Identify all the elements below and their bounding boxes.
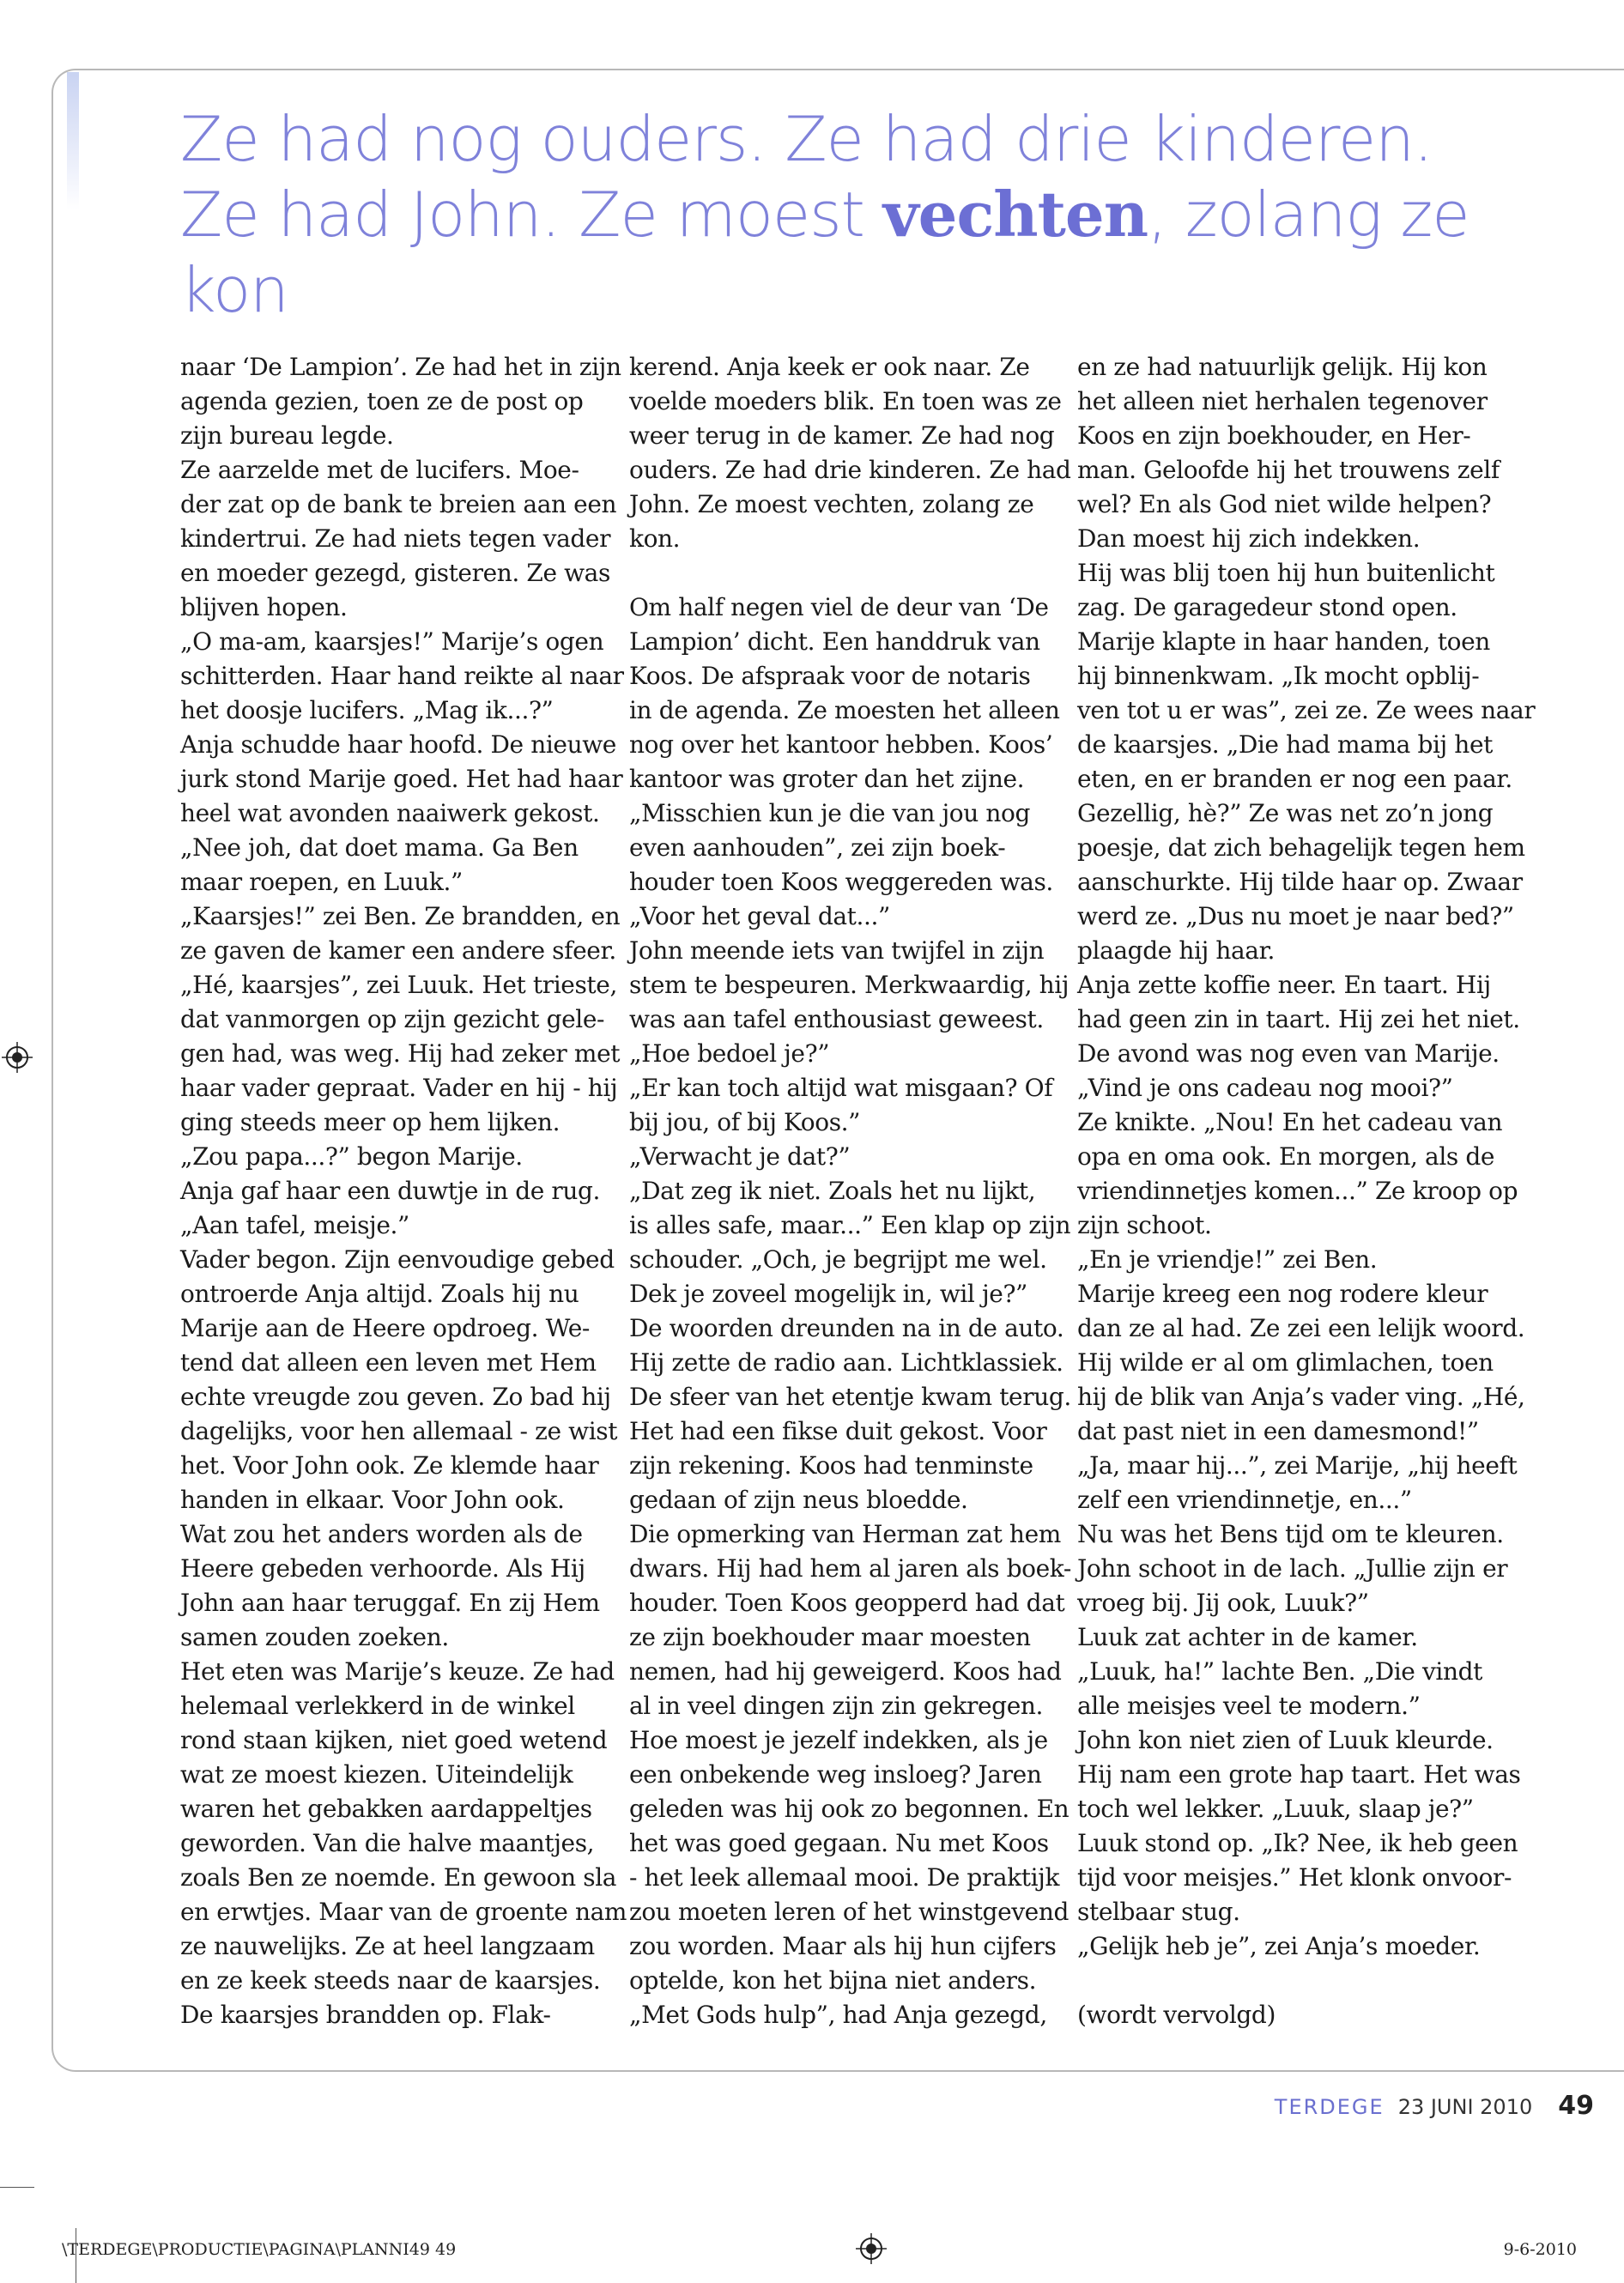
text-line: Ze knikte. „Nou! En het cadeau van [1077, 1108, 1503, 1136]
text-column-2 [629, 350, 1071, 2032]
text-line: De avond was nog even van Marije. [1077, 1039, 1500, 1068]
pull-quote-headline [180, 101, 1519, 328]
text-line: dat past niet in een damesmond!” [1077, 1417, 1479, 1445]
text-line: Anja schudde haar hoofd. De nieuwe [180, 730, 616, 759]
text-line: John. Ze moest vechten, zolang ze [629, 490, 1034, 518]
text-line: kindertrui. Ze had niets tegen vader [180, 524, 611, 553]
text-line: werd ze. „Dus nu moet je naar bed?” [1077, 902, 1514, 930]
text-line: stelbaar stug. [1077, 1898, 1240, 1926]
text-line: ouders. Ze had drie kinderen. Ze had [629, 456, 1071, 484]
text-line: gen had, was weg. Hij had zeker met [180, 1039, 621, 1068]
text-line: Luuk stond op. „Ik? Nee, ik heb geen [1077, 1829, 1518, 1857]
text-line: Anja gaf haar een duwtje in de rug. [180, 1177, 601, 1205]
text-line: heel wat avonden naaiwerk gekost. [180, 799, 600, 827]
text-line: schouder. „Och, je begrijpt me wel. [629, 1245, 1047, 1274]
text-line: hij binnenkwam. „Ik mocht opblij- [1077, 662, 1480, 690]
text-line: man. Geloofde hij het trouwens zelf [1077, 456, 1500, 484]
text-line: is alles safe, maar...” Een klap op zijn [629, 1211, 1071, 1239]
text-line: Anja zette koffie neer. En taart. Hij [1077, 971, 1491, 999]
headline-part-1: Ze had nog ouders. Ze had drie kinderen. Ze had John. Ze moest [180, 103, 1433, 251]
text-line: de kaarsjes. „Die had mama bij het [1077, 730, 1493, 759]
text-line: maar roepen, en Luuk.” [180, 868, 463, 896]
spine-gradient-mark [67, 72, 79, 209]
text-line: ven tot u er was”, zei ze. Ze wees naar [1077, 696, 1536, 724]
text-line: Dan moest hij zich indekken. [1077, 524, 1421, 553]
text-line: houder toen Koos weggereden was. [629, 868, 1053, 896]
text-column-3 [1077, 350, 1536, 2032]
text-line: alle meisjes veel te modern.” [1077, 1692, 1421, 1720]
text-line: en moeder gezegd, gisteren. Ze was [180, 559, 610, 587]
text-line: John aan haar teruggaf. En zij Hem [180, 1589, 600, 1617]
text-line: Gezellig, hè?” Ze was net zo’n jong [1077, 799, 1494, 827]
text-line: kerend. Anja keek er ook naar. Ze [629, 353, 1030, 381]
text-line [1077, 1964, 1506, 1998]
text-line: kon. [629, 524, 681, 553]
text-line: - het leek allemaal mooi. De praktijk [629, 1863, 1060, 1892]
text-line: zijn schoot. [1077, 1211, 1212, 1239]
text-line: rond staan kijken, niet goed wetend [180, 1726, 608, 1754]
text-line: handen in elkaar. Voor John ook. [180, 1486, 565, 1514]
text-line: optelde, kon het bijna niet anders. [629, 1966, 1037, 1995]
text-line: John meende iets van twijfel in zijn [629, 936, 1045, 965]
text-line: poesje, dat zich behagelijk tegen hem [1077, 833, 1525, 862]
text-line: Dek je zoveel mogelijk in, wil je?” [629, 1280, 1027, 1308]
crop-mark [0, 2187, 34, 2188]
text-line: Vader begon. Zijn eenvoudige gebed [180, 1245, 615, 1274]
text-line: ze zijn boekhouder maar moesten [629, 1623, 1031, 1651]
magazine-name: TERDEGE [1274, 2095, 1385, 2119]
text-line: het alleen niet herhalen tegenover [1077, 387, 1488, 415]
text-line: Hij zette de radio aan. Lichtklassiek. [629, 1348, 1063, 1377]
text-line: „Gelijk heb je”, zei Anja’s moeder. [1077, 1932, 1481, 1960]
text-line: kantoor was groter dan het zijne. [629, 765, 1025, 793]
text-line: Om half negen viel de deur van ‘De [629, 593, 1049, 621]
text-line: geleden was hij ook zo begonnen. En [629, 1795, 1070, 1823]
text-line: nemen, had hij geweigerd. Koos had [629, 1657, 1062, 1686]
text-line: samen zouden zoeken. [180, 1623, 449, 1651]
text-line: dagelijks, voor hen allemaal - ze wist [180, 1417, 618, 1445]
text-line: „Hé, kaarsjes”, zei Luuk. Het trieste, [180, 971, 617, 999]
print-slug-date: 9-6-2010 [1503, 2240, 1577, 2259]
text-line: helemaal verlekkerd in de winkel [180, 1692, 575, 1720]
text-line: in de agenda. Ze moesten het alleen [629, 696, 1060, 724]
text-line: Marije klapte in haar handen, toen [1077, 627, 1490, 656]
text-line: vriendinnetjes komen...” Ze kroop op [1077, 1177, 1518, 1205]
text-line: het doosje lucifers. „Mag ik...?” [180, 696, 554, 724]
text-line: waren het gebakken aardappeltjes [180, 1795, 592, 1823]
text-line: het. Voor John ook. Ze klemde haar [180, 1451, 599, 1480]
registration-mark-icon [2, 1042, 33, 1073]
text-line: Heere gebeden verhoorde. Als Hij [180, 1554, 585, 1583]
text-line: wel? En als God niet wilde helpen? [1077, 490, 1492, 518]
text-line: toch wel lekker. „Luuk, slaap je?” [1077, 1795, 1474, 1823]
text-line: had geen zin in taart. Hij zei het niet. [1077, 1005, 1520, 1033]
text-line: (wordt vervolgd) [1077, 2001, 1276, 2029]
text-line: Wat zou het anders worden als de [180, 1520, 583, 1548]
text-line: bij jou, of bij Koos.” [629, 1108, 861, 1136]
text-line: „Misschien kun je die van jou nog [629, 799, 1031, 827]
text-column-1 [180, 350, 627, 2032]
text-line: wat ze moest kiezen. Uiteindelijk [180, 1760, 573, 1789]
text-line: haar vader gepraat. Vader en hij - hij [180, 1074, 618, 1102]
text-line: Het eten was Marije’s keuze. Ze had [180, 1657, 615, 1686]
text-line: naar ‘De Lampion’. Ze had het in zijn [180, 353, 621, 381]
text-line: dat vanmorgen op zijn gezicht gele- [180, 1005, 605, 1033]
text-line: De woorden dreunden na in de auto. [629, 1314, 1064, 1342]
text-line: en erwtjes. Maar van de groente nam [180, 1898, 627, 1926]
text-line: „Voor het geval dat...” [629, 902, 890, 930]
text-line: plaagde hij haar. [1077, 936, 1275, 965]
text-line: „Nee joh, dat doet mama. Ga Ben [180, 833, 579, 862]
headline-part-2: , zolang ze kon [180, 179, 1469, 326]
text-line: „Kaarsjes!” zei Ben. Ze brandden, en [180, 902, 621, 930]
text-line: ging steeds meer op hem lijken. [180, 1108, 561, 1136]
text-line: blijven hopen. [180, 593, 348, 621]
text-line: eten, en er branden er nog een paar. [1077, 765, 1512, 793]
text-line: opa en oma ook. En morgen, als de [1077, 1142, 1495, 1171]
text-line: De kaarsjes brandden op. Flak- [180, 2001, 551, 2029]
text-line: zag. De garagedeur stond open. [1077, 593, 1457, 621]
text-line: schitterden. Haar hand reikte al naar [180, 662, 624, 690]
text-line: dan ze al had. Ze zei een lelijk woord. [1077, 1314, 1525, 1342]
text-line: en ze keek steeds naar de kaarsjes. [180, 1966, 601, 1995]
text-line: hij de blik van Anja’s vader ving. „Hé, [1077, 1383, 1525, 1411]
text-line: gedaan of zijn neus bloedde. [629, 1486, 968, 1514]
text-line: tend dat alleen een leven met Hem [180, 1348, 597, 1377]
text-line: Hij wilde er al om glimlachen, toen [1077, 1348, 1494, 1377]
text-line: Die opmerking van Herman zat hem [629, 1520, 1061, 1548]
text-line: der zat op de bank te breien aan een [180, 490, 617, 518]
text-line: zijn bureau legde. [180, 421, 394, 450]
text-line [629, 556, 1058, 590]
text-line: „En je vriendje!” zei Ben. [1077, 1245, 1378, 1274]
text-line: „O ma-am, kaarsjes!” Marije’s ogen [180, 627, 604, 656]
text-line: voelde moeders blik. En toen was ze [629, 387, 1062, 415]
text-line: Lampion’ dicht. Een handdruk van [629, 627, 1040, 656]
print-slug-path: \TERDEGE\PRODUCTIE\PAGINA\PLANNI49 49 [62, 2240, 457, 2259]
text-line: ze gaven de kamer een andere sfeer. [180, 936, 616, 965]
text-line: dwars. Hij had hem al jaren als boek- [629, 1554, 1071, 1583]
text-line: „Luuk, ha!” lachte Ben. „Die vindt [1077, 1657, 1482, 1686]
text-line: een onbekende weg insloeg? Jaren [629, 1760, 1042, 1789]
page-footer [1274, 2091, 1594, 2121]
registration-mark-icon [856, 2233, 887, 2264]
text-line: De sfeer van het etentje kwam terug. [629, 1383, 1071, 1411]
text-line: ze nauwelijks. Ze at heel langzaam [180, 1932, 595, 1960]
text-line: vroeg bij. Jij ook, Luuk?” [1077, 1589, 1369, 1617]
text-line: weer terug in de kamer. Ze had nog [629, 421, 1055, 450]
text-line: Nu was het Bens tijd om te kleuren. [1077, 1520, 1504, 1548]
text-line: echte vreugde zou geven. Zo bad hij [180, 1383, 611, 1411]
text-line: „Aan tafel, meisje.” [180, 1211, 409, 1239]
text-line: het was goed gegaan. Nu met Koos [629, 1829, 1049, 1857]
text-line: John kon niet zien of Luuk kleurde. [1077, 1726, 1494, 1754]
text-line: al in veel dingen zijn zin gekregen. [629, 1692, 1043, 1720]
text-line: Marije kreeg een nog rodere kleur [1077, 1280, 1488, 1308]
text-line: zijn rekening. Koos had tenminste [629, 1451, 1033, 1480]
text-line: Hij nam een grote hap taart. Het was [1077, 1760, 1521, 1789]
text-line: Koos. De afspraak voor de notaris [629, 662, 1031, 690]
text-line: even aanhouden”, zei zijn boek- [629, 833, 1006, 862]
text-line: Hij was blij toen hij hun buitenlicht [1077, 559, 1495, 587]
text-line: Luuk zat achter in de kamer. [1077, 1623, 1418, 1651]
text-line: John schoot in de lach. „Jullie zijn er [1077, 1554, 1508, 1583]
text-line: houder. Toen Koos geopperd had dat [629, 1589, 1065, 1617]
text-line: „Er kan toch altijd wat misgaan? Of [629, 1074, 1053, 1102]
text-line: zelf een vriendinnetje, en...” [1077, 1486, 1412, 1514]
text-line: en ze had natuurlijk gelijk. Hij kon [1077, 353, 1488, 381]
text-line: „Met Gods hulp”, had Anja gezegd, [629, 2001, 1047, 2029]
text-line: „Dat zeg ik niet. Zoals het nu lijkt, [629, 1177, 1036, 1205]
text-line: „Vind je ons cadeau nog mooi?” [1077, 1074, 1453, 1102]
text-line: zoals Ben ze noemde. En gewoon sla [180, 1863, 617, 1892]
text-line: stem te bespeuren. Merkwaardig, hij [629, 971, 1070, 999]
text-line: zou moeten leren of het winstgevend [629, 1898, 1069, 1926]
text-line: was aan tafel enthousiast geweest. [629, 1005, 1044, 1033]
text-line: Koos en zijn boekhouder, en Her- [1077, 421, 1471, 450]
text-line: geworden. Van die halve maantjes, [180, 1829, 595, 1857]
text-line: „Zou papa...?” begon Marije. [180, 1142, 523, 1171]
text-line: aanschurkte. Hij tilde haar op. Zwaar [1077, 868, 1523, 896]
page-number: 49 [1558, 2091, 1594, 2121]
text-line: tijd voor meisjes.” Het klonk onvoor- [1077, 1863, 1512, 1892]
headline-bold-word: vechten [882, 178, 1148, 251]
issue-date: 23 JUNI 2010 [1397, 2095, 1533, 2119]
text-line: „Ja, maar hij...”, zei Marije, „hij heeft [1077, 1451, 1518, 1480]
text-line: Hoe moest je jezelf indekken, als je [629, 1726, 1048, 1754]
text-line: ontroerde Anja altijd. Zoals hij nu [180, 1280, 579, 1308]
text-line: nog over het kantoor hebben. Koos’ [629, 730, 1053, 759]
text-line: „Verwacht je dat?” [629, 1142, 851, 1171]
text-line: Het had een fikse duit gekost. Voor [629, 1417, 1047, 1445]
text-line: Ze aarzelde met de lucifers. Moe- [180, 456, 579, 484]
text-line: agenda gezien, toen ze de post op [180, 387, 584, 415]
text-line: Marije aan de Heere opdroeg. We- [180, 1314, 590, 1342]
text-line: zou worden. Maar als hij hun cijfers [629, 1932, 1057, 1960]
text-line: „Hoe bedoel je?” [629, 1039, 830, 1068]
text-line: jurk stond Marije goed. Het had haar [180, 765, 623, 793]
